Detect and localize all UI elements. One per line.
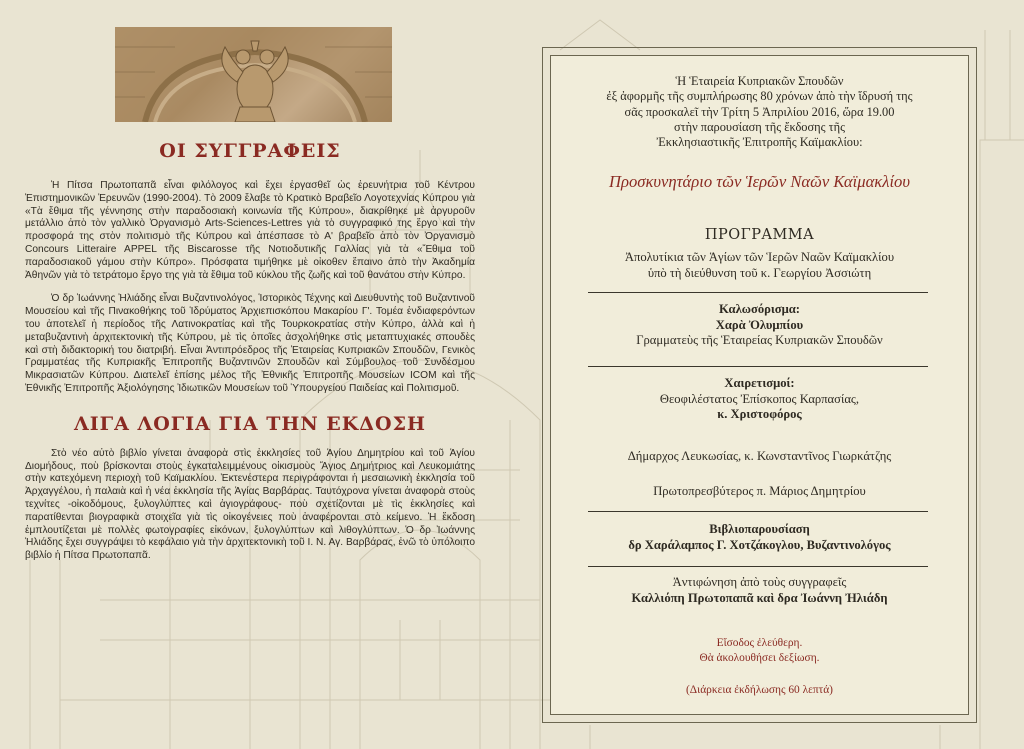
divider bbox=[588, 366, 928, 367]
divider bbox=[588, 511, 928, 512]
antiphonesis-label: Ἀντιφώνηση ἀπὸ τοὺς συγγραφεῖς bbox=[672, 575, 847, 589]
welcome-section bbox=[555, 302, 964, 349]
author1-paragraph: Ἡ Πίτσα Πρωτοπαπᾶ εἶναι φιλόλογος καὶ ἔχει ἐργασθεῖ ὡς ἐρευνήτρια τοῦ Κέντρου Ἐπιστημονικῶν Ἐρευνῶν (1990-2004). Τὸ 2009 ἔλαβε τὸ Κρατικὸ Βραβεῖο Λογοτεχνίας Κύπρου γιὰ «Τὰ ἔθιμα τῆς γέννησης στὴν παραδοσιακὴ κοινωνία τῆς Κύπρου», διακρίθηκε μὲ ἀργυροῦν μετάλλιο ἀπὸ τὸν γαλλικὸ Ὀργανισμὸ Arts-Sciences-Lettres γιὰ τὸ συγγραφικό της ἔργο καὶ τὴν προσφορά της στὸν πολιτισμὸ τῆς Κύπρου καὶ ἀπέσπασε τὸ Α' βραβεῖο ἀπὸ τὸν Ὀργανισμὸ Concours Litteraire APPEL τῆς Biscarosse τῆς Νοτιοδυτικῆς Γαλλίας γιὰ τὰ «Ἔθιμα τοῦ παραδοσιακοῦ γάμου στὴν Κύπρο». Πρόσφατα τιμήθηκε μὲ οἰκοθεν ἔπαινο ἀπὸ τὴν Ἀκαδημία Ἀθηνῶν γιὰ τὸ τετράτομο ἔργο της γιὰ τὰ ἔθιμα τοῦ κύκλου τῆς ζωῆς καὶ τοῦ θανάτου στὴν Κύπρο. bbox=[25, 180, 475, 281]
welcome-name: Χαρὰ Ὀλυμπίου bbox=[715, 317, 804, 332]
welcome-label: Καλωσόρισμα: bbox=[719, 302, 800, 316]
greeting-priest: Πρωτοπρεσβύτερος π. Μάριος Δημητρίου bbox=[653, 484, 866, 498]
apolytikia bbox=[555, 250, 964, 281]
reception-note: Θὰ ἀκολουθήσει δεξίωση. bbox=[699, 652, 820, 664]
invitation-line: σᾶς προσκαλεῖ τὴν Τρίτη 5 Ἀπριλίου 2016, ὥρα 19.00 bbox=[624, 104, 895, 119]
double-headed-eagle-relief-icon bbox=[115, 27, 392, 122]
greeting-bishop-title: Θεοφιλέστατος Ἐπίσκοπος Καρπασίας, bbox=[659, 391, 860, 406]
invitation-line: Ἐκκλησιαστικῆς Ἐπιτροπῆς Καϊμακλίου: bbox=[656, 135, 863, 150]
antiphonesis-section bbox=[555, 575, 964, 606]
entry-info bbox=[555, 636, 964, 666]
invitation-line: στὴν παρουσίαση τῆς ἔκδοσης τῆς bbox=[673, 119, 846, 134]
greetings-section bbox=[555, 376, 964, 423]
entry-free: Εἴσοδος ἐλεύθερη. bbox=[716, 637, 803, 649]
greetings-label: Χαιρετισμοί: bbox=[724, 376, 795, 390]
edition-heading: ΛΙΓΑ ΛΟΓΙΑ ΓΙΑ ΤΗΝ ΕΚΔΟΣΗ bbox=[74, 412, 426, 435]
apolytikia-line: Ἀπολυτίκια τῶν Ἁγίων τῶν Ἱερῶν Ναῶν Καϊμακλίου bbox=[624, 250, 895, 264]
divider bbox=[588, 292, 928, 293]
author2-paragraph: Ὁ δρ Ἰωάννης Ἠλιάδης εἶναι Βυζαντινολόγος, Ἱστορικὸς Τέχνης καὶ Διευθυντὴς τοῦ Βυζαντινοῦ Μουσείου καὶ τῆς Πινακοθήκης τοῦ Ἱδρύματος Ἀρχιεπισκόπου Μακαρίου Γ'. Τομέα ἐνδιαφερόντων του ἀποτελεῖ ἡ περίοδος τῆς Λατινοκρατίας καὶ τῆς Τουρκοκρατίας στὴν Κύπρο, ἀλλὰ καὶ ἡ μεταβυζαντινὴ ἀρχιτεκτονικὴ τῆς Κύπρου, μὲ τὶς ὁποῖες ἀσχολήθηκε στὶς μεταπτυχιακές σπουδὲς καὶ στὴ διδακτορική του διατριβή. Εἶναι Ἀντιπρόεδρος τῆς Ἑταιρείας Κυπριακῶν Σπουδῶν, Γενικὸς Γραμματέας τῆς Κυπριακῆς Ἐπιτροπῆς Βυζαντινῶν Σπουδῶν καὶ Σύμβουλος τοῦ Συνδέσμου Μικρασιατῶν Κύπρου. Διατελεῖ ἐπίσης μέλος τῆς Ἐθνικῆς Ἐπιτροπῆς Μουσείων ICOM καὶ τῆς Ἐθνικῆς Ἐπιτροπῆς Ἀξιολόγησης Ἰδιωτικῶν Μουσείων τοῦ Ὑπουργείου Παιδείας καὶ Πολιτισμοῦ. bbox=[25, 293, 475, 394]
relief-photo bbox=[115, 27, 392, 122]
program-heading: ΠΡΟΓΡΑΜΜΑ bbox=[704, 227, 815, 243]
invitation-line: ἐξ ἀφορμῆς τῆς συμπλήρωσης 80 χρόνων ἀπὸ τὴν ἵδρυσή της bbox=[606, 89, 913, 104]
greeting-bishop-name: κ. Χριστοφόρος bbox=[717, 407, 802, 421]
authors-heading: ΟΙ ΣΥΓΓΡΑΦΕΙΣ bbox=[159, 140, 341, 162]
apolytikia-line: ὑπὸ τὴ διεύθυνση τοῦ κ. Γεωργίου Ἀσσιώτη bbox=[647, 265, 872, 280]
book-title: Προσκυνητάριο τῶν Ἱερῶν Ναῶν Καϊμακλίου bbox=[609, 172, 910, 191]
greeting-mayor: Δήμαρχος Λευκωσίας, κ. Κωνσταντῖνος Γιωρκάτζης bbox=[627, 449, 892, 463]
invitation-line: Ἡ Ἑταιρεία Κυπριακῶν Σπουδῶν bbox=[675, 74, 844, 88]
invitation-text bbox=[555, 74, 964, 150]
presentation-label: Βιβλιοπαρουσίαση bbox=[709, 522, 810, 536]
welcome-role: Γραμματεὺς τῆς Ἑταιρείας Κυπριακῶν Σπουδῶν bbox=[636, 333, 883, 347]
duration-note: (Διάρκεια ἐκδήλωσης 60 λεπτά) bbox=[686, 684, 833, 696]
edition-paragraph: Στὸ νέο αὐτὸ βιβλίο γίνεται ἀναφορὰ στὶς ἐκκλησίες τοῦ Ἁγίου Δημητρίου καὶ τοῦ Ἁγίου Διομήδους, ποὺ βρίσκονται στοὺς ἐγκαταλειμμένους οἰκισμοὺς Ἅγιος Δημήτριος καὶ Λευκομιάτης στὴν κατεχόμενη περιοχὴ τοῦ Καϊμακλίου. Ἐκτενέστερα περιγράφονται ἡ μεσαιωνικὴ ἐκκλησία τοῦ Ἀρχαγγέλου, ἡ παλαιὰ καὶ ἡ νέα ἐκκλησία τῆς Ἁγίας Βαρβάρας. Ταυτόχρονα γίνεται ἀναφορὰ στοὺς τεχνίτες -οἰκοδόμους, ξυλογλύπτες καὶ ἁγιογράφους- ποὺ σχετίζονται μὲ τὶς ἐκκλησίες καὶ παρατίθενται βιογραφικὰ στοιχεῖα γιὰ τὶς οἰκογένειες ποὺ ἀναφέρονται στὸ κείμενο. Ἡ ἔκδοση ἐμπλουτίζεται μὲ πολλὲς φωτογραφίες εἰκόνων, ξυλογλύπτων καὶ λιθογλύπτων. Ὁ δρ Ἰωάννης Ἠλιάδης ἔχει συγγράψει τὸ κεφάλαιο γιὰ τὴν ἀρχιτεκτονικὴ τοῦ Ι. Ν. Αγ. Βαρβάρας, ἐνῶ τὸ ὑπόλοιπο βιβλίο ἡ Πίτσα Πρωτοπαπᾶ. bbox=[25, 447, 475, 562]
left-column bbox=[25, 140, 475, 563]
authors-names: Καλλιόπη Πρωτοπαπᾶ καὶ δρα Ἰωάννη Ἠλιάδη bbox=[631, 590, 888, 605]
presentation-name: δρ Χαράλαμπος Γ. Χοτζάκογλου, Βυζαντινολόγος bbox=[628, 537, 891, 552]
presentation-section bbox=[555, 522, 964, 553]
divider bbox=[588, 566, 928, 567]
